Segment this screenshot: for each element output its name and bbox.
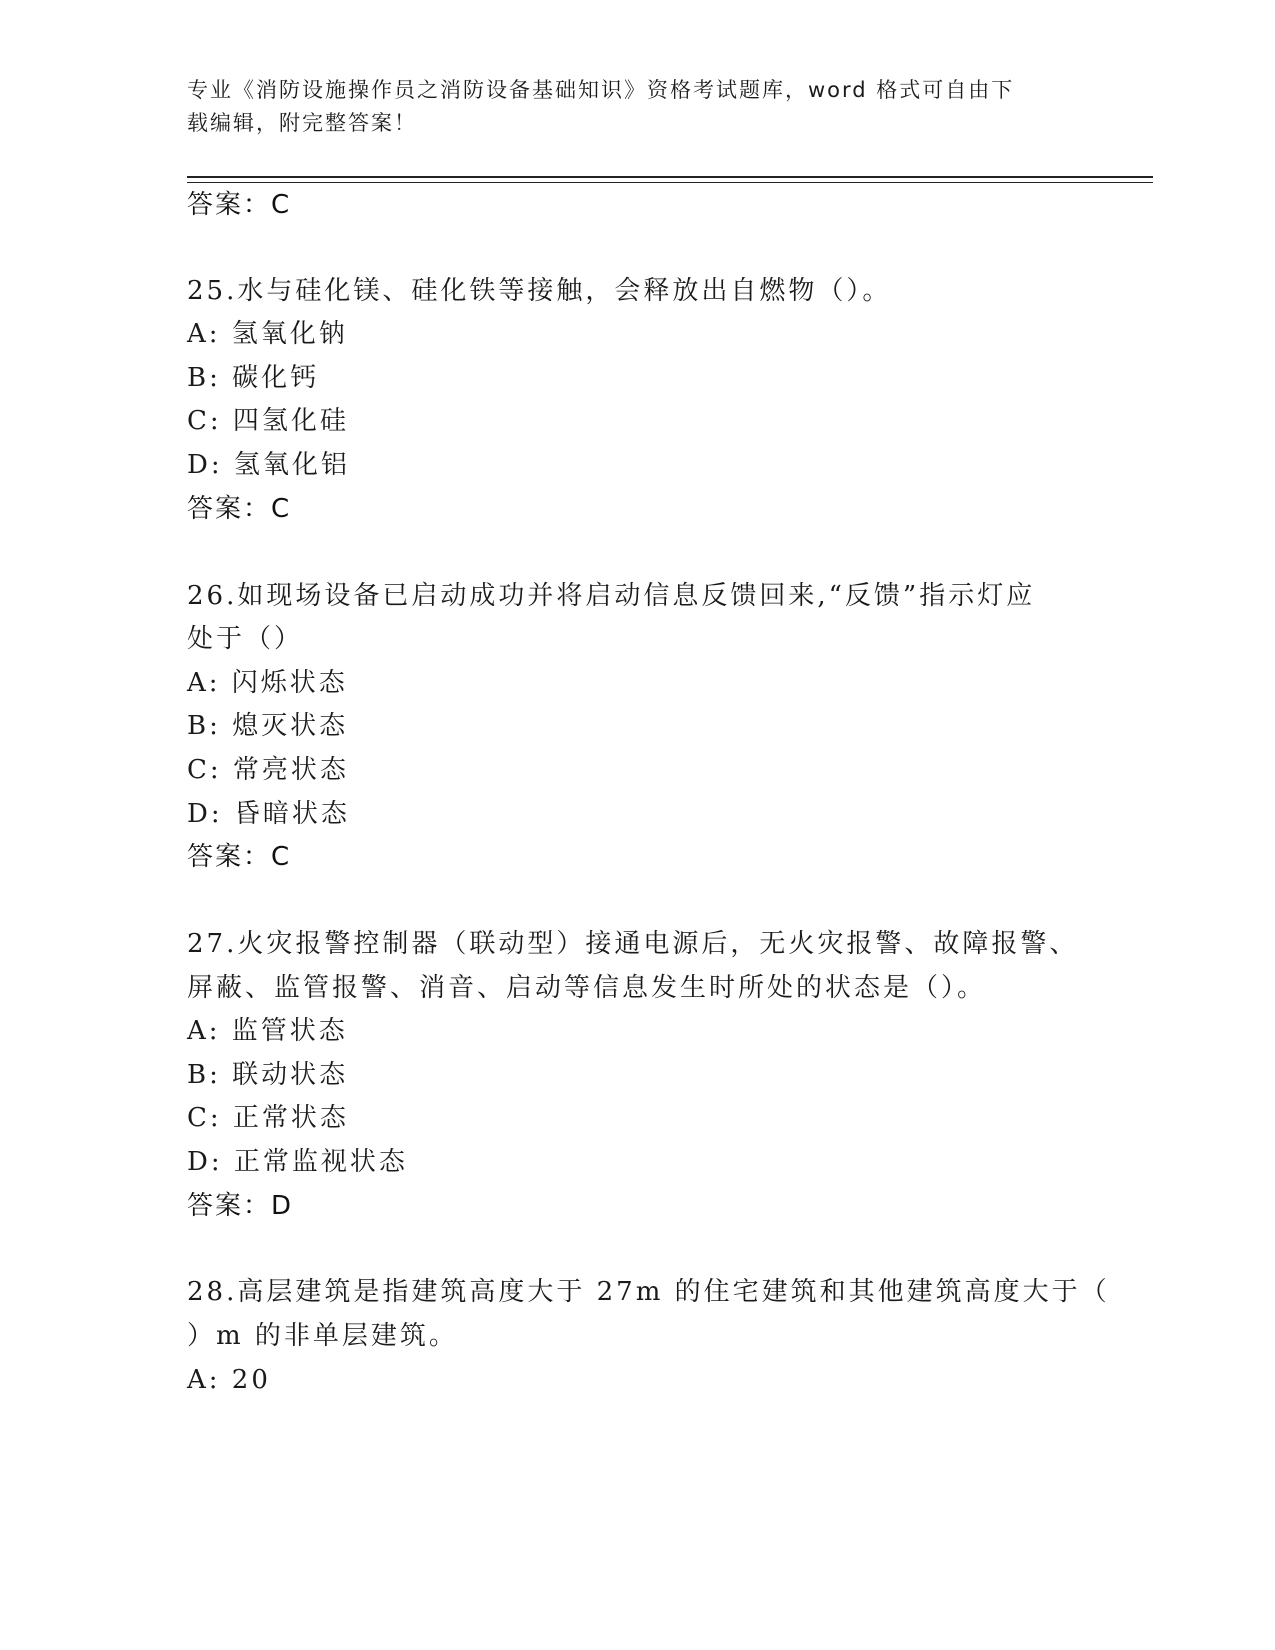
question-27-text-line-2: 屏蔽、监管报警、消音、启动等信息发生时所处的状态是（）。 [187,973,987,1003]
question-27-option-c: C: 正常状态 [187,1103,349,1133]
answer-previous: 答案：C [187,190,292,220]
question-26-option-b: B: 熄灭状态 [187,711,349,741]
question-27-answer: 答案：D [187,1191,294,1221]
question-25-option-b: B: 碳化钙 [187,363,320,393]
question-27-text-line-1: 27.火灾报警控制器（联动型）接通电源后，无火灾报警、故障报警、 [187,929,1079,959]
question-28-text-line-1: 28.高层建筑是指建筑高度大于 27m 的住宅建筑和其他建筑高度大于（ [187,1277,1110,1307]
question-27-option-b: B: 联动状态 [187,1060,349,1090]
header-line-1: 专业《消防设施操作员之消防设备基础知识》资格考试题库，word 格式可自由下 [187,78,1015,102]
header-rule-thick [187,176,1153,178]
question-26-text-line-1: 26.如现场设备已启动成功并将启动信息反馈回来,“反馈”指示灯应 [187,581,1036,611]
question-26-option-a: A: 闪烁状态 [187,668,348,698]
question-27-option-d: D: 正常监视状态 [187,1147,408,1177]
question-25-text: 25.水与硅化镁、硅化铁等接触，会释放出自燃物（）。 [187,276,892,306]
question-26-option-c: C: 常亮状态 [187,755,349,785]
question-28-option-a: A: 20 [187,1365,271,1395]
question-28-text-line-2: ）m 的非单层建筑。 [187,1321,458,1351]
question-25-option-c: C: 四氢化硅 [187,406,349,436]
question-25-answer: 答案：C [187,494,292,524]
question-26-option-d: D: 昏暗状态 [187,799,350,829]
header-rule-thin [187,182,1153,183]
question-26-text-line-2: 处于（） [187,624,304,654]
question-25-option-a: A: 氢氧化钠 [187,319,348,349]
question-27-option-a: A: 监管状态 [187,1016,348,1046]
document-header [187,74,1077,140]
question-25-option-d: D: 氢氧化铝 [187,450,350,480]
header-line-2: 载编辑，附完整答案！ [187,111,417,135]
question-26-answer: 答案：C [187,842,292,872]
